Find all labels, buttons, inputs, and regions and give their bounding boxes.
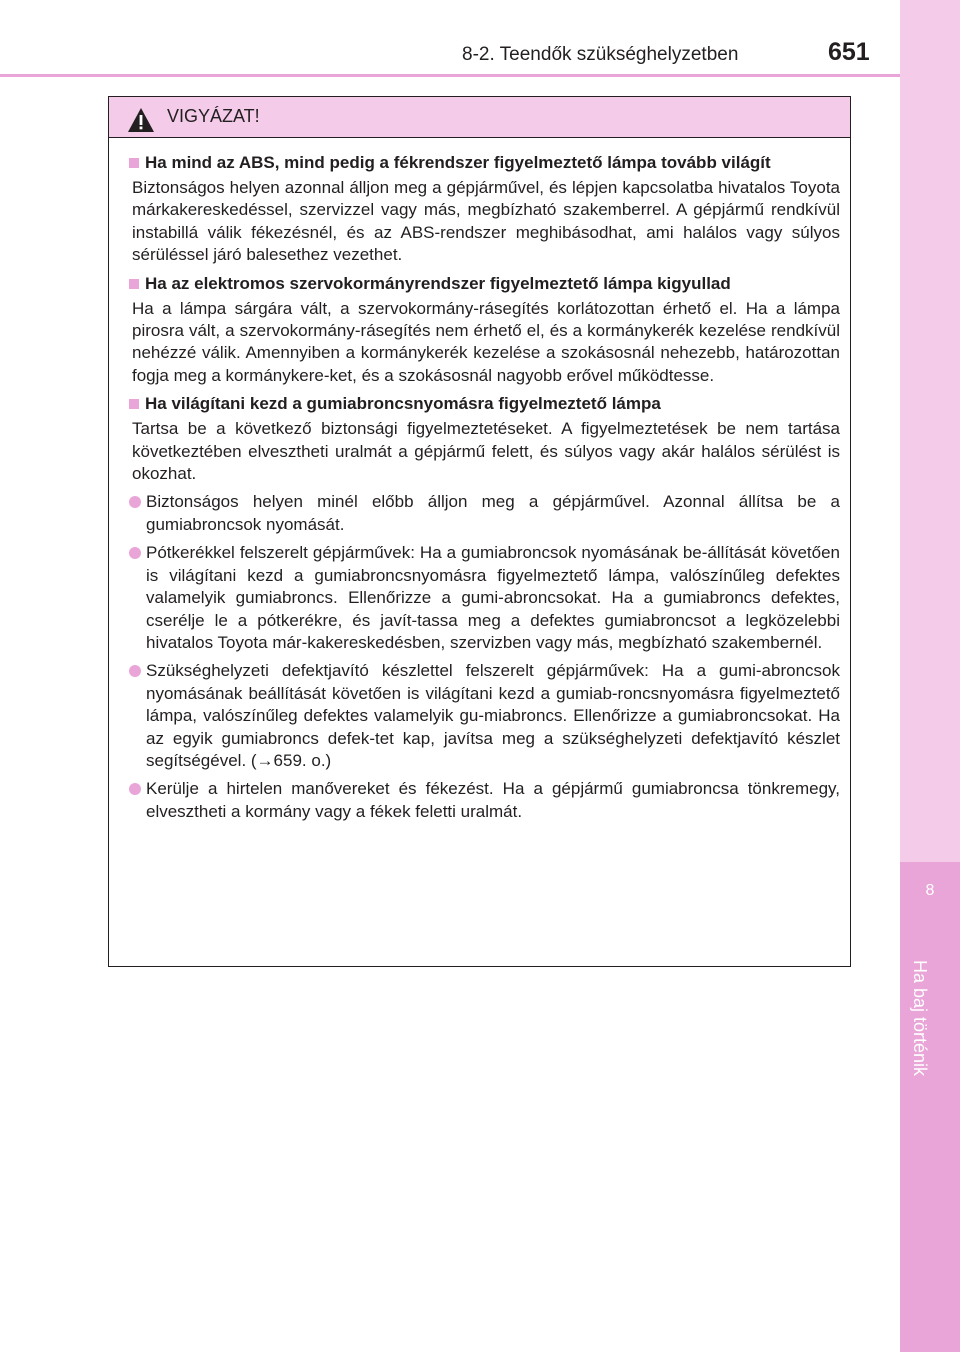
chapter-number: 8 bbox=[925, 882, 935, 899]
list-item bbox=[129, 491, 840, 536]
warning-body bbox=[109, 138, 850, 823]
chapter-title: Ha baj történik bbox=[910, 960, 930, 1077]
warning-triangle-icon bbox=[127, 107, 155, 133]
section-heading-text: Ha mind az ABS, mind pedig a fékrendszer figyelmeztető lámpa tovább világít bbox=[145, 153, 771, 172]
circle-bullet-icon bbox=[129, 547, 141, 559]
square-bullet-icon bbox=[129, 158, 139, 168]
list-item-text: Kerülje a hirtelen manővereket és fékezést. Ha a gépjármű gumiabroncsa tönkremegy, elvesztheti a kormány vagy a fékek feletti uralmát. bbox=[146, 779, 840, 821]
section-heading bbox=[129, 273, 840, 295]
warning-header bbox=[109, 97, 850, 138]
side-tab-chapter[interactable] bbox=[900, 862, 960, 1352]
list-item bbox=[129, 542, 840, 654]
section-paragraph: Ha a lámpa sárgára vált, a szervokormány-rásegítés korlátozottan érhető el. Ha a lámpa pirosra vált, a szervokormány-rásegítés nem érhető el, és a kormánykerék kezelése rendkívül nehézzé válik. Amennyiben a kormánykerék kezelése a szokásosnál nehezebb, határozottan fogja meg a kormánykere-ket, és a szokásosnál nagyobb erővel működtesse. bbox=[132, 298, 840, 385]
section-heading bbox=[129, 152, 840, 174]
page-number: 651 bbox=[828, 38, 870, 66]
square-bullet-icon bbox=[129, 399, 139, 409]
list-item-text: Szükséghelyzeti defektjavító készlettel felszerelt gépjárművek: Ha a gumi-abroncsok nyomásának beállítását követően is világítani kezd a gumiab-roncsnyomásra figyelmeztető lámpa, valószínűleg defektes valamelyik gu-miabroncs. Ellenőrizze a gumiabroncsokat. Ha az egyik gumiabroncs defek-tet kap, javítsa meg a szükséghelyzeti defektjavító készlet segítségével. (→659. o.) bbox=[146, 661, 840, 770]
warning-section-tpws bbox=[129, 393, 840, 823]
section-heading-text: Ha az elektromos szervokormányrendszer figyelmeztető lámpa kigyullad bbox=[145, 273, 731, 293]
circle-bullet-icon bbox=[129, 496, 141, 508]
list-item bbox=[129, 778, 840, 823]
section-heading-text: Ha világítani kezd a gumiabroncsnyomásra figyelmeztető lámpa bbox=[145, 394, 661, 414]
warning-title: VIGYÁZAT! bbox=[167, 106, 260, 126]
list-item-text: Pótkerékkel felszerelt gépjárművek: Ha a gumiabroncsok nyomásának be-állítását követően is világítani kezd a gumiabroncsnyomásra figyelmeztető lámpa, valószínűleg defektes valamelyik gumiabroncs. Ellenőrizze a gumi-abroncsokat. Ha a gumiabroncs defektes, cserélje le a pótkerékre, és javít-tassa meg a defektes gumiabroncsot a legközelebbi hivatalos Toyota már-kakereskedésben, szervizben vagy más, megbízható szakembernél. bbox=[146, 543, 840, 652]
circle-bullet-icon bbox=[129, 665, 141, 677]
section-title: 8-2. Teendők szükséghelyzetben bbox=[462, 44, 739, 65]
square-bullet-icon bbox=[129, 279, 139, 289]
circle-bullet-icon bbox=[129, 783, 141, 795]
list-item-text: Biztonságos helyen minél előbb álljon meg a gépjárművel. Azonnal állítsa be a gumiabroncsok nyomását. bbox=[146, 492, 840, 534]
section-heading bbox=[129, 393, 840, 415]
warning-section-eps bbox=[129, 273, 840, 388]
header-divider bbox=[0, 74, 900, 77]
section-paragraph: Tartsa be a következő biztonsági figyelmeztetéseket. A figyelmeztetések be nem tartása következtében elvesztheti uralmát a gépjármű felett, és súlyos vagy akár halálos sérülést is okozhat. bbox=[132, 419, 840, 484]
warning-section-abs bbox=[129, 152, 840, 267]
section-paragraph: Biztonságos helyen azonnal álljon meg a gépjárművel, és lépjen kapcsolatba hivatalos Toyota márkakereskedéssel, szervizzel vagy más, megbízható szakemberrel. A gépjármű rendkívül instabillá válik fékezésnél, és az ABS-rendszer meghibásodhat, ami halálos vagy súlyos sérüléssel járó balesethez vezethet. bbox=[132, 178, 840, 265]
warning-box bbox=[108, 96, 851, 967]
side-tab-background bbox=[900, 0, 960, 862]
list-item bbox=[129, 660, 840, 772]
